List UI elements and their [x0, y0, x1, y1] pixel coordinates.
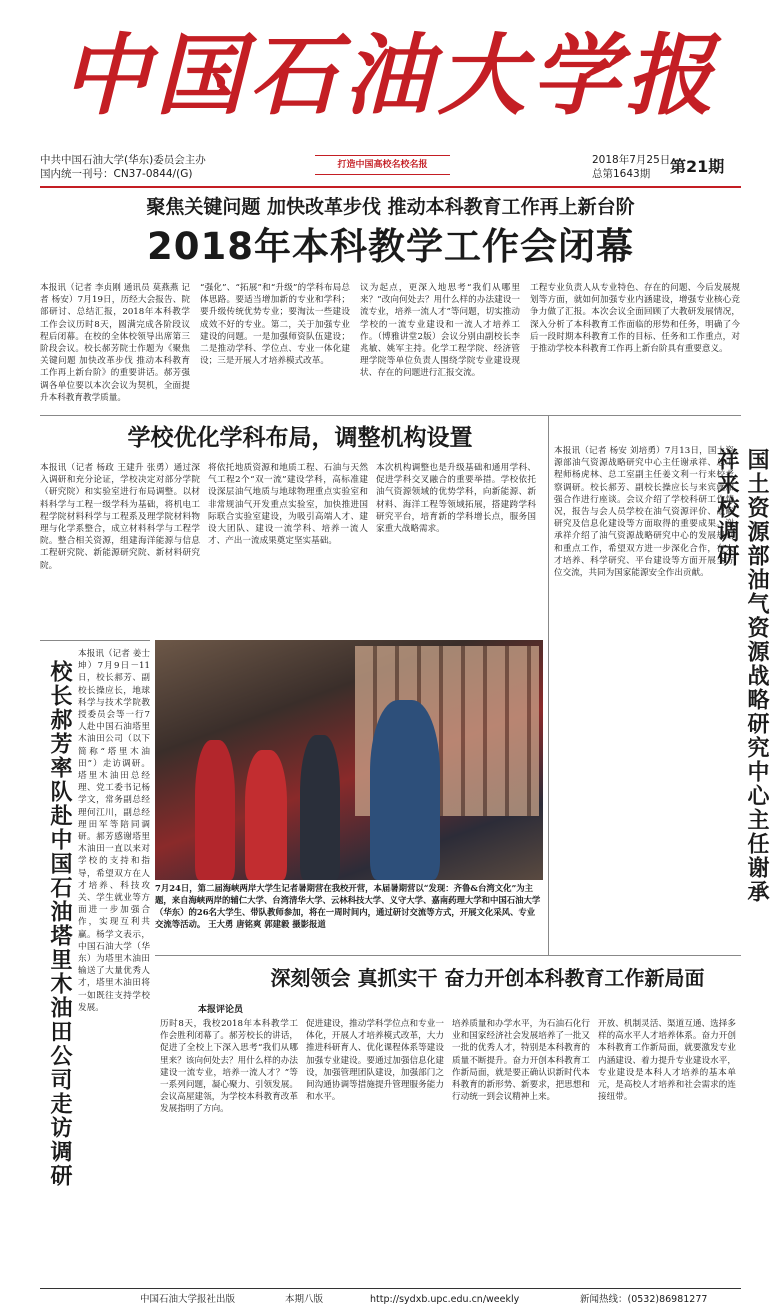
issue-date-block — [592, 153, 670, 181]
commentary-column-1: 历时8天，我校2018年本科教学工作会胜利闭幕了。郝芳校长的讲话，促进了全校上下深入思考“我们从哪里来？该向何处去？用什么样的办法建设一流专业，培养一流人才？”等一系列问题，凝心聚力、引领发展。会议高屋建瓴，为学校本科教育改革发展指明了方向。 — [160, 1019, 298, 1115]
photo-person — [195, 740, 235, 880]
photo-person — [245, 750, 287, 880]
divider — [548, 415, 549, 955]
right-story-title: 国土资源部油气资源战略研究中心主任谢承祥来校调研 — [714, 448, 769, 904]
lead-column-3: 议为起点，更深入地思考“我们从哪里来？”改向何处去？用什么样的办法建设一流专业，培养一流人才”等问题，切实推动学校的一流专业建设和一流人才培养工作。（博雅讲堂2版）会议分别由副校长李兆敏、姚军主持。化学工程学院、经济管理学院等单位负责人围绕学院专业建设现状、存在的问题进行汇报交流。 — [360, 283, 520, 379]
lead-kicker: 聚焦关键问题 加快改革步伐 推动本科教育工作再上新台阶 — [146, 196, 635, 218]
commentary-column-4: 开放、机制灵活、渠道互通、选择多样的高水平人才培养体系。奋力开创本科教育工作新局面，就要激发专业内涵建设、着力提升专业建设水平，专业建设是本科人才培养的基本单元，是高校人才培养和社会需求的连接纽带。 — [598, 1019, 736, 1103]
issue-date: 2018年7月25日 — [592, 154, 671, 166]
publisher-info — [40, 153, 206, 181]
slogan: 打造中国高校名校名报 — [315, 155, 450, 175]
issue-number: 第21期 — [670, 157, 725, 176]
footer-url: http://sydxb.upc.edu.cn/weekly — [370, 1294, 520, 1305]
footer-pages: 本期八版 — [285, 1294, 324, 1305]
page-footer — [40, 1288, 741, 1311]
footer-publisher: 中国石油大学报社出版 — [140, 1294, 236, 1305]
lead-column-4: 工程专业负责人从专业特色、存在的问题、今后发展规划等方面，就如何加强专业内涵建设，增强专业核心竞争力做了汇报。本次会议全面回顾了大教研发展情况，深入分析了本科教育工作面临的形势和任务，明确了今后一段时期本科教育工作的目标、任务和工作重点，对于推动学校本科教育工作再上新台阶具有重要意义。 — [530, 283, 740, 355]
serial-number: 国内统一刊号：CN37-0844/(G) — [40, 168, 193, 180]
right-story-body: 本报讯（记者 杨安 刘培勇）7月13日，国土资源部油气资源战略研究中心主任谢承祥、总工程师杨虎林、总工室副主任姜文利一行来校考察调研。校长郝芳、副校长操应长与来宾就加强合作进行座谈。会议介绍了学校科研工作情况，报告与会人员学校在油气资源评价、战略研究及信息化建设等方面取得的重要成果。谢承祥介绍了油气资源战略研究中心的发展规划和重点工作，希望双方进一步深化合作，在人才培养、科学研究、平台建设等方面开展全方位交流，共同为国家能源安全作出贡献。 — [554, 446, 734, 579]
divider — [40, 640, 150, 641]
photo-caption: 7月24日，第二届海峡两岸大学生记者暑期营在我校开营，本届暑期营以“发现：齐鲁&台湾文化”为主题，来自海峡两岸的辅仁大学、台湾清华大学、云林科技大学、义守大学、嘉南药理大学和中国石油大学（华东）的26名大学生、带队教师参加，将在一周时间内，通过研讨交流等方式，开展文化采风、专业交流等活动。 王大勇 唐铭爽 郭建毅 摄影报道 — [155, 883, 541, 929]
commentary-column-2: 促进建设，推动学科学位点和专业一体化，开展人才培养模式改革，大力推进科研育人、优化课程体系等建设加强专业建设。要通过加强信息化建设，加强管理团队建设，加强部门之间沟通协调等措施提升管理服务能力和水平。 — [306, 1019, 444, 1103]
section2-column-1: 本报讯（记者 杨政 王建升 张勇）通过深入调研和充分论证，学校决定对部分学院（研究院）和实验室进行布局调整。以材料科学与工程一级学科为基础，将机电工程学院材料科学与工程系及理学院材料物理与化学系整合，成立材料科学与工程学院。整合相关资源，组建海洋能源与信息工程研究院、新能源研究院、新材料研究院。 — [40, 463, 200, 571]
photo-person — [370, 700, 440, 880]
masthead — [0, 0, 781, 150]
commentary-headline: 深刻领会 真抓实干 奋力开创本科教育工作新局面 — [270, 966, 705, 990]
section2-headline: 学校优化学科布局，调整机构设置 — [127, 425, 473, 451]
divider — [40, 415, 741, 416]
news-photo — [155, 640, 543, 880]
section2-column-3: 本次机构调整也是升级基础和通用学科、促进学科交叉融合的重要举措。学校依托油气资源领域的优势学科，向新能源、新材料、海洋工程等领域拓展，搭建跨学科研究平台，培育新的学科增长点，服务国家重大战略需求。 — [376, 463, 536, 535]
commentary-column-3: 培养质量和办学水平，为石油石化行业和国家经济社会发展培养了一批又一批的优秀人才，特别是本科教育的质量不断提升。奋力开创本科教育工作新局面，就是要正确认识新时代本科教育的新形势、新要求，把思想和行动统一到会议精神上来。 — [452, 1019, 590, 1103]
lead-headline: 2018年本科教学工作会闭幕 — [147, 225, 634, 268]
photo-person — [300, 735, 340, 880]
lead-column-2: “强化”、“拓展”和“升级”的学科布局总体思路。要适当增加新的专业和学科；要升级传统优势专业；要淘汰一些建设成效不好的专业。第二，关于加强专业建设的问题。一是加强师资队伍建设；二是推动学科、学位点、专业一体化建设；三是开展人才培养模式改革。 — [200, 283, 350, 367]
total-issue: 总第1643期 — [592, 168, 651, 180]
divider — [155, 955, 741, 956]
section2-column-2: 将依托地质资源和地质工程、石油与天然气工程2个“双一流”建设学科，高标准建设深层油气地质与地球物理重点实验室和非常规油气开发重点实验室，加快推进国际联合实验室建设，为吸引高端人才、建设大团队、建设一流学科、培养一流人才、产出一流成果奠定坚实基础。 — [208, 463, 368, 547]
masthead-rule — [40, 186, 741, 188]
footer-hotline: 新闻热线：(0532)86981277 — [580, 1294, 708, 1305]
sponsor-text: 中共中国石油大学(华东)委员会主办 — [40, 154, 206, 166]
newspaper-title: 中国石油大学报 — [61, 23, 720, 127]
left-story-title: 校长郝芳率队赴中国石油塔里木油田公司走访调研 — [47, 660, 72, 1188]
left-story-body: 本报讯（记者 姜士坤）7月9日－11日，校长郝芳、副校长操应长，地球科学与技术学院教授委员会等一行7人赴中国石油塔里木油田公司（以下简称“塔里木油田”）走访调研。塔里木油田总经理、党工委书记杨学文，常务副总经理何江川，副总经理田军等陪同调研。郝芳感谢塔里木油田一直以来对学校的支持和指导，希望双方在人才培养、科技攻关、学生就业等方面进一步加强合作，实现互利共赢。杨学文表示，中国石油大学（华东）为塔里木油田输送了大量优秀人才，塔里木油田将一如既往支持学校发展。 — [78, 649, 150, 1013]
commentary-byline: 本报评论员 — [198, 1005, 244, 1015]
lead-column-1: 本报讯（记者 李贞刚 通讯员 莫燕燕 记者 杨安）7月19日，历经大会报告、院部研讨、总结汇报，2018年本科教学工作会议历时8天，圆满完成各阶段议程后闭幕。在校的全体校领导出席第三阶段会议。校长郝芳院士作题为《聚焦关键问题 加快改革步伐 推动本科教育工作再上新台阶》的重要讲话。郝芳强调各单位要以本次会议为契机，全面提升本科教育教学质量。 — [40, 283, 190, 403]
